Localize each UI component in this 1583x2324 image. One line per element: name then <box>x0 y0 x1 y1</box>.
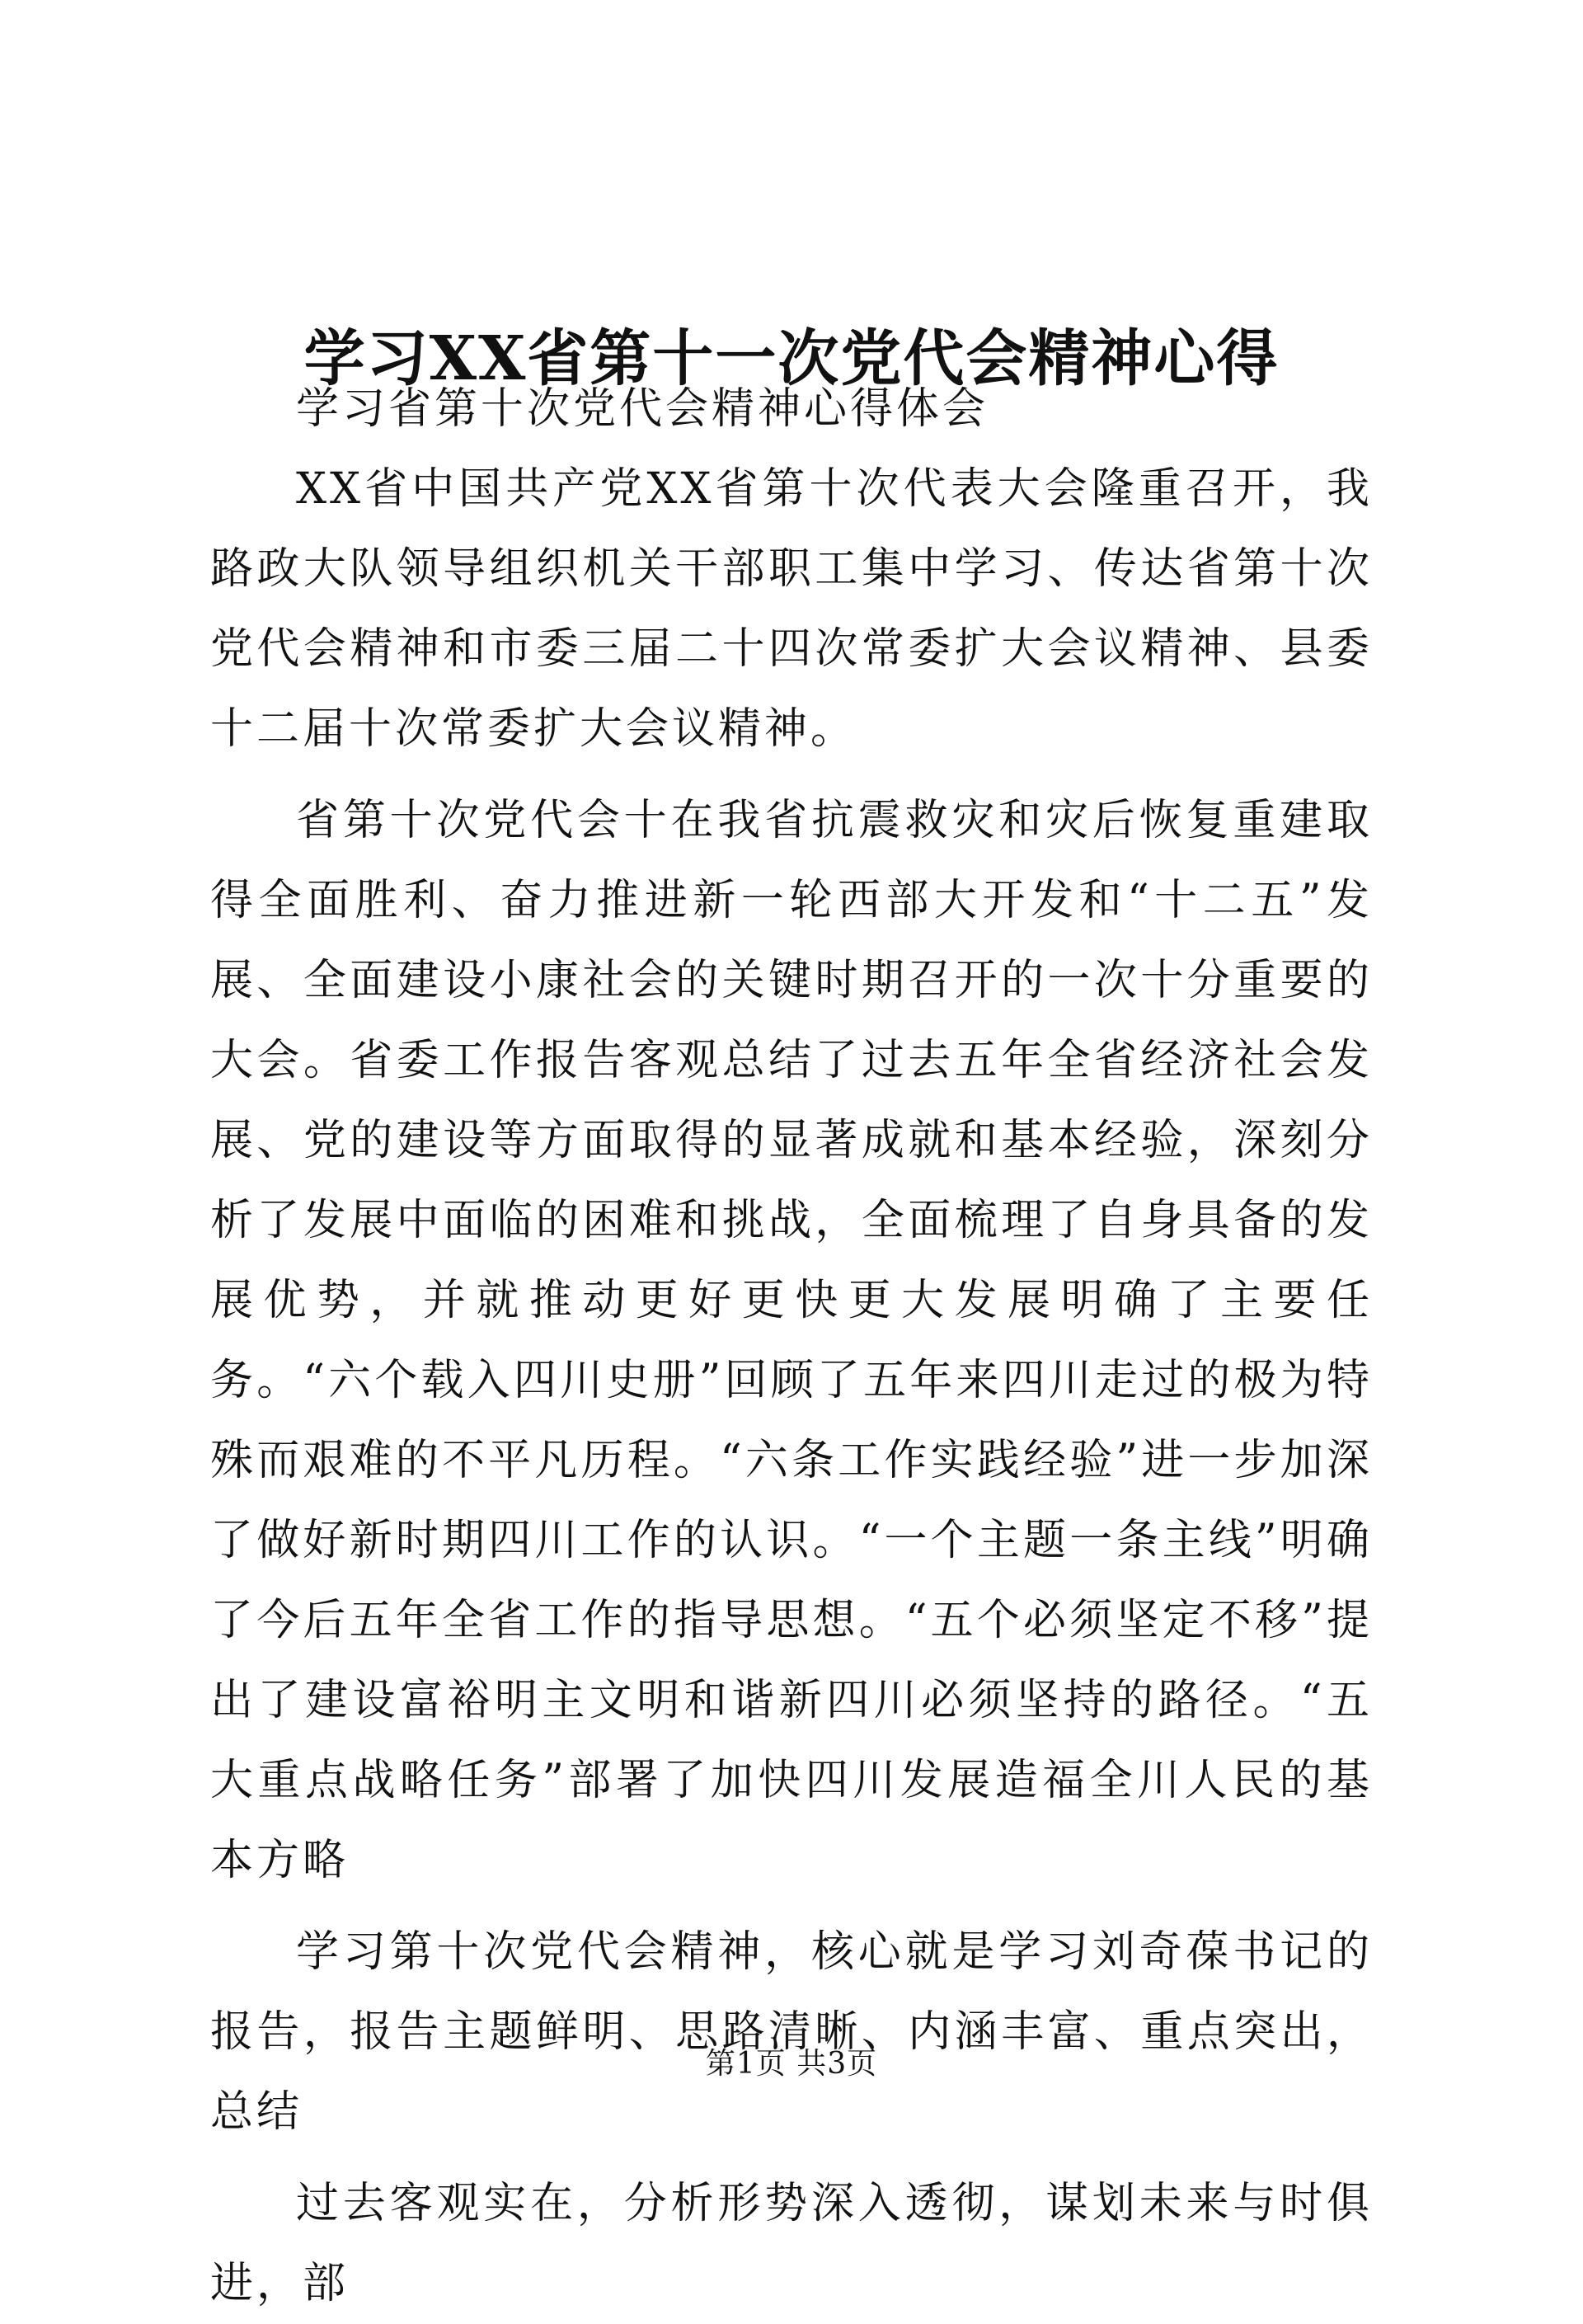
document-title: 学习XX省第十一次党代会精神心得 <box>303 322 1280 394</box>
paragraph-2: 省第十次党代会十在我省抗震救灾和灾后恢复重建取得全面胜利、奋力推进新一轮西部大开发和“十二五”发展、全面建设小康社会的关键时期召开的一次十分重要的大会。省委工作报告客观总结了过去五年全省经济社会发展、党的建设等方面取得的显著成就和基本经验，深刻分析了发展中面临的困难和挑战，全面梳理了自身具备的发展优势，并就推动更好更快更大发展明确了主要任务。“六个载入四川史册”回顾了五年来四川走过的极为特殊而艰难的不平凡历程。“六条工作实践经验”进一步加深了做好新时期四川工作的认识。“一个主题一条主线”明确了今后五年全省工作的指导思想。“五个必须坚定不移”提出了建设富裕明主文明和谐新四川必须坚持的路径。“五大重点战略任务”部署了加快四川发展造福全川人民的基本方略 <box>210 796 1373 1885</box>
page-footer: 第1页 共3页 <box>705 2047 878 2081</box>
paragraph-1: XX省中国共产党XX省第十次代表大会隆重召开，我路政大队领导组织机关干部职工集中学习、传达省第十次党代会精神和市委三届二十四次常委扩大会议精神、县委十二届十次常委扩大会议精神。 <box>210 464 1373 754</box>
paragraph-subtitle: 学习省第十次党代会精神心得体会 <box>296 384 989 434</box>
document-body <box>210 369 1373 2324</box>
paragraph-3: 学习第十次党代会精神，核心就是学习刘奇葆书记的报告，报告主题鲜明、思路清晰、内涵丰富、重点突出，总结 <box>210 1927 1373 2137</box>
paragraph-4: 过去客观实在，分析形势深入透彻，谋划未来与时俱进，部 <box>210 2179 1373 2308</box>
